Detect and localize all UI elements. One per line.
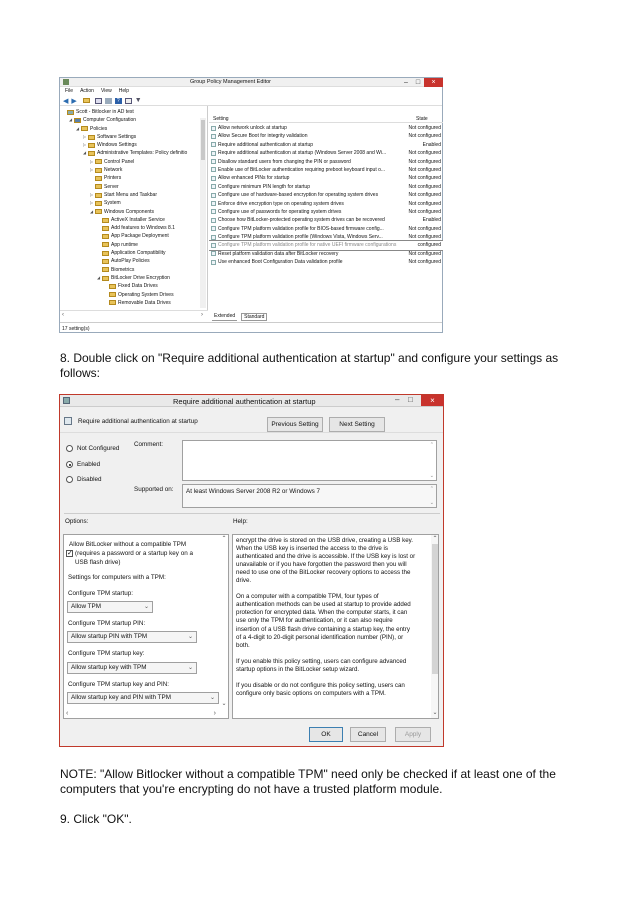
folder-icon xyxy=(109,284,116,289)
tree-item[interactable] xyxy=(60,266,207,274)
setting-row[interactable] xyxy=(209,124,443,132)
gpme-menubar xyxy=(60,87,442,96)
policy-setting-icon xyxy=(211,167,216,172)
settings-header xyxy=(209,115,443,123)
tree-item-label: Administrative Templates: Policy definitio xyxy=(97,150,188,157)
folder-icon xyxy=(102,267,109,272)
menu-action[interactable]: Action xyxy=(80,88,94,94)
tree-item[interactable] xyxy=(60,199,207,207)
folder-icon xyxy=(102,251,109,256)
expand-arrow-icon[interactable]: ◢ xyxy=(76,125,80,131)
help-line: need to use one of the BitLocker recovery options to access the xyxy=(236,569,411,577)
cfg-key-label: Configure TPM startup key: xyxy=(68,650,145,657)
properties-icon[interactable] xyxy=(125,98,132,104)
menu-help[interactable]: Help xyxy=(118,88,130,94)
help-line xyxy=(236,674,428,682)
setting-row[interactable] xyxy=(209,141,443,149)
help-text xyxy=(236,537,428,698)
tree-item[interactable] xyxy=(60,274,207,282)
dialog-maximize-icon[interactable]: □ xyxy=(408,395,413,404)
policy-icon xyxy=(63,397,70,404)
tree-item-label: BitLocker Drive Encryption xyxy=(111,274,170,281)
options-label: Options: xyxy=(65,518,89,525)
tpm-key-select[interactable] xyxy=(67,662,197,674)
status-text: 17 setting(s) xyxy=(62,326,90,332)
setting-state: Not configured xyxy=(408,150,441,157)
tree-item[interactable] xyxy=(60,108,207,116)
options-vscroll[interactable] xyxy=(220,535,228,709)
tree-item-label: Fixed Data Drives xyxy=(118,283,158,290)
checkbox-text-line-3: USB flash drive) xyxy=(75,559,121,566)
help-pane xyxy=(232,534,439,719)
radio-disabled[interactable] xyxy=(66,476,102,483)
setting-row[interactable] xyxy=(209,166,443,174)
tree-item-label: Scott - Bitlocker in AD test xyxy=(76,109,134,115)
folder-icon xyxy=(102,242,109,247)
tree-item-label: Computer Configuration xyxy=(83,117,137,124)
policy-setting-icon xyxy=(211,126,216,131)
setting-row[interactable] xyxy=(209,233,443,241)
tree-item[interactable] xyxy=(60,282,207,290)
tpm-pin-value: Allow startup PIN with TPM xyxy=(71,633,148,640)
expand-arrow-icon[interactable]: ◢ xyxy=(97,274,101,280)
tpm-key-value: Allow startup key with TPM xyxy=(71,664,147,671)
tpm-key-pin-value: Allow startup key and PIN with TPM xyxy=(71,694,171,701)
folder-icon xyxy=(88,151,95,156)
maximize-icon[interactable]: □ xyxy=(415,79,421,86)
policy-icon xyxy=(67,110,74,115)
folder-icon xyxy=(95,159,102,164)
tree-item[interactable] xyxy=(60,241,207,249)
tree-item[interactable] xyxy=(60,125,207,133)
setting-row[interactable] xyxy=(209,174,443,182)
tree-item-label: Add features to Windows 8.1 xyxy=(111,225,175,232)
folder-icon xyxy=(95,184,102,189)
radio-enabled[interactable] xyxy=(66,461,100,468)
settings-rows xyxy=(209,124,443,267)
setting-row[interactable] xyxy=(209,250,443,258)
help-line: configure only basic options on computers with a TPM. xyxy=(236,689,386,697)
policy-icon xyxy=(74,118,81,123)
folder-up-icon[interactable] xyxy=(83,98,90,103)
cfg-pin-label: Configure TPM startup PIN: xyxy=(68,620,146,627)
expand-arrow-icon[interactable]: ▷ xyxy=(90,167,94,173)
step-9-text: 9. Click "OK". xyxy=(60,812,132,826)
tree-item-label: Printers xyxy=(104,175,122,182)
divider xyxy=(64,513,440,514)
supported-box xyxy=(182,484,437,508)
tree-item[interactable] xyxy=(60,191,207,199)
policy-setting-icon xyxy=(211,226,216,231)
expand-arrow-icon[interactable]: ◢ xyxy=(69,117,73,123)
setting-row[interactable] xyxy=(209,183,443,191)
tree-item-label: Windows Settings xyxy=(97,142,137,149)
tree-item[interactable] xyxy=(60,158,207,166)
step-8-text: 8. Double click on "Require additional authentication at startup" and configure your settings as follows: xyxy=(60,351,559,380)
gpme-app-icon xyxy=(63,79,69,85)
folder-icon xyxy=(81,126,88,131)
radio-enabled-label: Enabled xyxy=(77,461,101,469)
setting-row[interactable] xyxy=(209,191,443,199)
folder-icon xyxy=(95,193,102,198)
radio-enabled-circle[interactable] xyxy=(66,461,73,468)
expand-arrow-icon[interactable]: ▷ xyxy=(90,200,94,206)
help-line: authenticated and the drive is accessible. If the USB key is lost or xyxy=(236,553,416,561)
checkbox-text-line-2: (requires a password or a startup key on a xyxy=(75,550,193,557)
folder-icon xyxy=(102,259,109,264)
policy-setting-icon xyxy=(211,260,216,265)
chevron-down-icon: ⌄ xyxy=(187,665,193,671)
policy-setting-icon xyxy=(211,243,216,248)
cfg-key-pin-label: Configure TPM startup key and PIN: xyxy=(68,681,170,688)
help-line: unavailable or if you have forgotten the password then you will xyxy=(236,561,407,569)
setting-row[interactable] xyxy=(209,225,443,233)
help-line: protection for encrypted data. When the computer starts, it can xyxy=(236,609,408,617)
header-label: Require additional authentication at startup xyxy=(78,418,198,425)
expand-arrow-icon[interactable]: ▷ xyxy=(83,133,87,139)
settings-tabs xyxy=(209,313,267,321)
folder-icon xyxy=(95,209,102,214)
help-line: If you disable or do not configure this policy setting, users can xyxy=(236,681,405,689)
setting-icon xyxy=(64,417,72,425)
policy-setting-icon xyxy=(211,235,216,240)
setting-name: Allow enhanced PINs for startup xyxy=(218,175,290,182)
tree-scroll-thumb[interactable] xyxy=(201,120,205,160)
folder-icon xyxy=(88,135,95,140)
setting-state: Not configured xyxy=(408,250,441,257)
settings-tpm-label: Settings for computers with a TPM: xyxy=(68,574,166,581)
tree-item-label: Software Settings xyxy=(97,133,137,140)
setting-state: Not configured xyxy=(408,200,441,207)
help-line xyxy=(236,585,428,593)
folder-icon xyxy=(95,201,102,206)
policy-setting-icon xyxy=(211,209,216,214)
cfg-tpm-startup-label: Configure TPM startup: xyxy=(68,590,133,597)
allow-without-tpm-checkbox[interactable]: ✓ xyxy=(67,550,73,557)
help-line: use only the TPM for authentication, or it can also require xyxy=(236,617,393,625)
tree-item-label: Operating System Drives xyxy=(118,291,174,298)
help-line: of a 4-digit to 20-digit personal identification number (PIN), or xyxy=(236,633,404,641)
setting-name: Use enhanced Boot Configuration Data validation profile xyxy=(218,259,343,266)
policy-setting-icon xyxy=(211,251,216,256)
setting-state: Not configured xyxy=(408,225,441,232)
setting-state: Not configured xyxy=(408,125,441,131)
radio-disabled-circle[interactable] xyxy=(66,476,73,483)
tree-item-label: AutoPlay Policies xyxy=(111,258,150,265)
setting-name: Configure use of hardware-based encryption for operating system drives xyxy=(218,192,379,199)
tpm-startup-value: Allow TPM xyxy=(71,603,101,610)
policy-dialog xyxy=(59,394,444,747)
policy-setting-icon xyxy=(211,159,216,164)
tree-item-label: Application Compatibility xyxy=(111,250,166,257)
radio-not-configured[interactable] xyxy=(66,445,119,452)
setting-name: Enable use of BitLocker authentication requiring preboot keyboard input o... xyxy=(218,166,386,173)
expand-arrow-icon[interactable]: ◢ xyxy=(83,150,87,156)
dialog-titlebar xyxy=(60,395,443,407)
tree-scrollbar[interactable] xyxy=(200,118,206,308)
menu-file[interactable]: File xyxy=(65,88,74,94)
policy-setting-icon xyxy=(211,151,216,156)
comment-scroll-up-icon[interactable]: ⌃ xyxy=(429,442,434,448)
supported-label: Supported on: xyxy=(134,486,174,493)
setting-state: Not configured xyxy=(408,192,441,199)
help-line: startup options in the BitLocker setup wizard. xyxy=(236,665,360,673)
policy-setting-icon xyxy=(211,176,216,181)
header-row xyxy=(60,409,443,433)
dialog-close-icon[interactable]: × xyxy=(421,395,444,406)
setting-row[interactable] xyxy=(209,208,443,216)
supported-scroll-up-icon[interactable]: ⌃ xyxy=(429,486,434,492)
setting-name: Configure minimum PIN length for startup xyxy=(218,183,310,190)
expand-arrow-icon[interactable]: ▷ xyxy=(90,158,94,164)
tree-item[interactable] xyxy=(60,291,207,299)
gpme-title: Group Policy Management Editor xyxy=(190,79,272,85)
setting-state: Not configured xyxy=(408,234,441,241)
policy-setting-icon xyxy=(211,193,216,198)
setting-state: Not configured xyxy=(408,133,441,140)
folder-icon xyxy=(109,300,116,305)
policy-setting-icon xyxy=(211,142,216,147)
setting-name: Choose how BitLocker-protected operating system drives can be recovered xyxy=(218,217,385,224)
tree-item-label: App runtime xyxy=(111,241,138,248)
gpme-settings-pane xyxy=(209,106,443,310)
setting-name: Configure TPM platform validation profile for native UEFI firmware configurations xyxy=(218,242,397,249)
close-icon[interactable]: × xyxy=(424,78,443,87)
tree-item-label: Network xyxy=(104,167,123,174)
tpm-pin-select[interactable] xyxy=(67,631,197,643)
setting-state: configured xyxy=(417,242,441,249)
setting-row[interactable] xyxy=(209,200,443,208)
tree-item[interactable] xyxy=(60,224,207,232)
setting-state: Not configured xyxy=(408,183,441,190)
policy-setting-icon xyxy=(211,134,216,139)
setting-state: Not configured xyxy=(408,158,441,165)
dialog-title: Require additional authentication at startup xyxy=(173,397,316,406)
folder-icon xyxy=(88,143,95,148)
setting-name: Configure TPM platform validation profile (Windows Vista, Windows Serv... xyxy=(218,234,383,241)
tree-item-label: Biometrics xyxy=(111,266,135,273)
setting-state: Not configured xyxy=(408,208,441,215)
tree-item[interactable] xyxy=(60,299,207,307)
gpme-tree-pane xyxy=(60,106,208,310)
radio-disabled-label: Disabled xyxy=(77,476,102,484)
tree-item[interactable] xyxy=(60,208,207,216)
setting-name: Disallow standard users from changing the PIN or password xyxy=(218,158,351,165)
tree-item[interactable] xyxy=(60,257,207,265)
help-line: When the USB key is inserted the access to the drive is xyxy=(236,545,389,553)
back-arrow-icon[interactable]: ◀ xyxy=(63,97,69,105)
options-pane xyxy=(63,534,229,719)
help-line: authentication methods can be used at startup to provide added xyxy=(236,601,411,609)
setting-name: Require additional authentication at startup (Windows Server 2008 and Wi... xyxy=(218,150,387,157)
gpme-toolbar xyxy=(60,96,442,106)
comment-label: Comment: xyxy=(134,441,164,448)
checkbox-text-line-1: Allow BitLocker without a compatible TPM xyxy=(69,541,187,548)
tree-item[interactable] xyxy=(60,149,207,157)
show-pane-icon[interactable] xyxy=(95,98,102,104)
apply-button[interactable]: Apply xyxy=(395,727,431,742)
setting-name: Enforce drive encryption type on operating system drives xyxy=(218,200,344,207)
options-hscroll[interactable]: ‹ › xyxy=(66,710,216,717)
help-line: drive. xyxy=(236,577,252,585)
setting-name: Configure TPM platform validation profile for BIOS-based firmware config... xyxy=(218,225,384,232)
tab-extended[interactable]: Extended xyxy=(214,313,236,319)
tab-standard[interactable]: Standard xyxy=(241,313,267,321)
help-line: On a computer with a compatible TPM, four types of xyxy=(236,593,379,601)
setting-row[interactable] xyxy=(209,241,443,249)
tree-item[interactable] xyxy=(60,232,207,240)
ok-button[interactable]: OK xyxy=(309,727,343,742)
folder-icon xyxy=(109,292,116,297)
folder-icon xyxy=(102,276,109,281)
setting-state: Not configured xyxy=(408,166,441,173)
setting-name: Allow Secure Boot for integrity validation xyxy=(218,133,308,140)
setting-row[interactable] xyxy=(209,132,443,140)
tree-item[interactable] xyxy=(60,174,207,182)
tree-item-label: Policies xyxy=(90,125,108,132)
supported-scroll-down-icon[interactable]: ⌄ xyxy=(429,500,434,506)
tree-item-label: Windows Components xyxy=(104,208,155,215)
help-scroll-thumb[interactable] xyxy=(432,544,438,674)
tpm-key-pin-select[interactable] xyxy=(67,692,219,704)
setting-name: Configure use of passwords for operating system drives xyxy=(218,208,342,215)
help-line: both. xyxy=(236,641,250,649)
tree-item[interactable] xyxy=(60,183,207,191)
setting-state: Not configured xyxy=(408,259,441,266)
folder-icon xyxy=(102,218,109,223)
tree-item[interactable] xyxy=(60,166,207,174)
help-line: encrypt the drive is stored on the USB drive, creating a USB key. xyxy=(236,537,413,544)
setting-state: Enabled xyxy=(422,217,441,224)
tree-item[interactable] xyxy=(60,141,207,149)
supported-value: At least Windows Server 2008 R2 or Windows 7 xyxy=(186,488,321,495)
expand-arrow-icon[interactable]: ▷ xyxy=(83,142,87,148)
gpme-window xyxy=(59,77,443,333)
radio-not-configured-label: Not Configured xyxy=(77,445,120,453)
forward-arrow-icon[interactable]: ▶ xyxy=(71,97,77,105)
tree-item[interactable] xyxy=(60,133,207,141)
tree-item-label: System xyxy=(104,200,121,207)
cancel-button[interactable]: Cancel xyxy=(350,727,386,742)
folder-icon xyxy=(95,168,102,173)
menu-view[interactable]: View xyxy=(100,88,112,94)
previous-setting-button[interactable]: Previous Setting xyxy=(267,417,323,432)
folder-icon xyxy=(102,226,109,231)
tree-item-label: Removable Data Drives xyxy=(118,299,171,306)
expand-arrow-icon[interactable]: ▷ xyxy=(90,191,94,197)
tree-item[interactable] xyxy=(60,216,207,224)
tree-item-label: ActiveX Installer Service xyxy=(111,216,165,223)
comment-textarea[interactable] xyxy=(182,440,437,481)
chevron-down-icon: ⌄ xyxy=(187,634,193,640)
tree-item-label: Start Menu and Taskbar xyxy=(104,191,157,198)
comment-scroll-down-icon[interactable]: ⌄ xyxy=(429,473,434,479)
policy-setting-icon xyxy=(211,184,216,189)
col-setting[interactable]: Setting xyxy=(213,116,229,122)
help-label: Help: xyxy=(233,518,248,525)
tree-item[interactable] xyxy=(60,249,207,257)
minimize-icon[interactable]: – xyxy=(404,79,408,86)
setting-state: Enabled xyxy=(422,141,441,148)
setting-row[interactable] xyxy=(209,158,443,166)
help-scroll-up-icon[interactable]: ⌃ xyxy=(432,536,438,542)
setting-row[interactable] xyxy=(209,258,443,266)
tree-item-label: App Package Deployment xyxy=(111,233,169,240)
dialog-minimize-icon[interactable]: – xyxy=(395,395,400,404)
setting-row[interactable] xyxy=(209,216,443,224)
folder-icon xyxy=(95,176,102,181)
note-text: NOTE: "Allow Bitlocker without a compatible TPM" need only be checked if at least one of the computers that you're encrypting do not have a trusted platform module. xyxy=(60,767,556,796)
setting-row[interactable] xyxy=(209,149,443,157)
tree-item-label: Control Panel xyxy=(104,158,135,165)
export-icon[interactable] xyxy=(105,98,112,104)
help-line xyxy=(236,650,428,658)
help-icon[interactable]: ? xyxy=(115,98,122,104)
folder-icon xyxy=(102,234,109,239)
gpme-titlebar xyxy=(60,78,442,87)
options-scroll-down-icon[interactable]: ⌄ xyxy=(221,701,227,707)
policy-setting-icon xyxy=(211,201,216,206)
setting-name: Require additional authentication at startup xyxy=(218,141,314,148)
next-setting-button[interactable]: Next Setting xyxy=(329,417,385,432)
filter-icon[interactable]: ▼ xyxy=(134,97,142,104)
col-state[interactable]: State xyxy=(416,116,428,122)
chevron-down-icon: ⌄ xyxy=(143,604,149,610)
setting-name: Allow network unlock at startup xyxy=(218,125,287,131)
help-line: If you enable this policy setting, users can configure advanced xyxy=(236,657,407,665)
radio-not-configured-circle[interactable] xyxy=(66,445,73,452)
setting-state: Not configured xyxy=(408,175,441,182)
policy-setting-icon xyxy=(211,218,216,223)
chevron-down-icon: ⌄ xyxy=(209,695,215,701)
setting-name: Reset platform validation data after BitLocker recovery xyxy=(218,250,339,257)
expand-arrow-icon[interactable]: ◢ xyxy=(90,208,94,214)
tpm-startup-select[interactable] xyxy=(67,601,153,613)
help-scroll-down-icon[interactable]: ⌄ xyxy=(432,710,438,716)
gpme-statusbar xyxy=(60,322,442,333)
tree-item-label: Server xyxy=(104,183,119,190)
help-line: insertion of a USB flash drive containing a startup key, the entry xyxy=(236,625,410,633)
options-scroll-up-icon[interactable]: ⌃ xyxy=(221,536,227,542)
tree-item[interactable] xyxy=(60,116,207,124)
help-vscroll[interactable] xyxy=(431,535,439,718)
tree-hscroll[interactable]: ‹ › xyxy=(60,310,208,318)
